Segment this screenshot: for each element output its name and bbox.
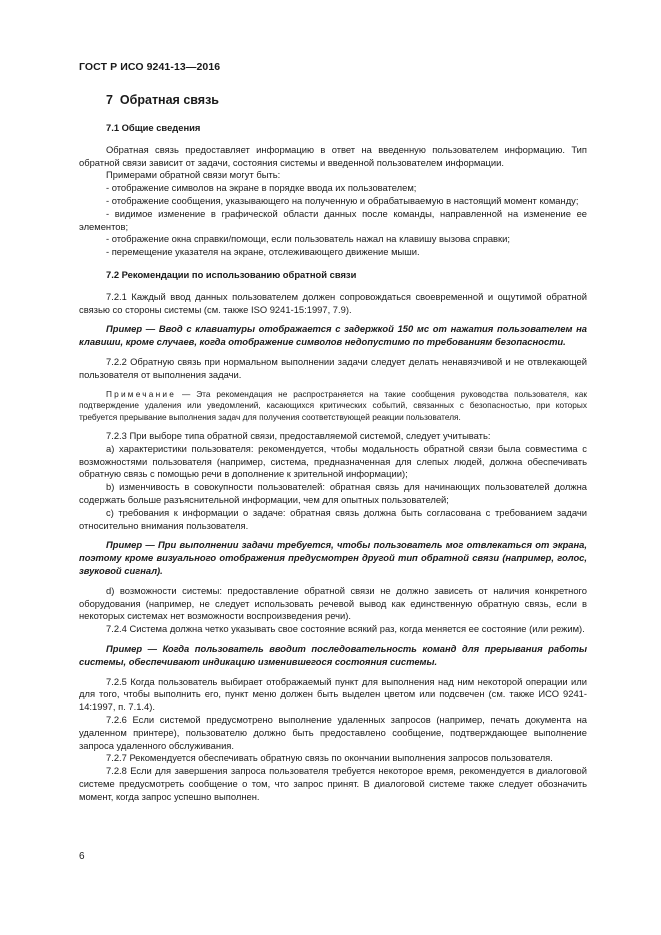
- clause-7-2-3-c: c) требования к информации о задаче: обратная связь должна быть согласована с требованием задачи относительно внимания пользователя.: [79, 506, 587, 531]
- page-content: [79, 92, 587, 804]
- paragraph-7-1-examples-intro: Примерами обратной связи могут быть:: [106, 169, 281, 181]
- section-number: 7: [106, 93, 113, 107]
- list-item: - отображение символов на экране в порядке ввода их пользователем;: [106, 182, 417, 194]
- clause-7-2-8: 7.2.8 Если для завершения запроса пользователя требуется некоторое время, рекомендуется в диалоговой системе предусмотреть сообщение о том, что запрос принят. В диалоговой системе также следует обозначить момент, когда запрос успешно выполнен.: [79, 765, 587, 802]
- subsection-7-1-title: 7.1 Общие сведения: [106, 122, 201, 133]
- paragraph-7-1-intro: Обратная связь предоставляет информацию в ответ на введенную пользователем информацию. Тип обратной связи зависит от задачи, состояния системы и введенной пользователем информации.: [79, 143, 587, 168]
- list-item: - перемещение указателя на экране, отслеживающего движение мыши.: [106, 246, 420, 258]
- clause-7-2-7: 7.2.7 Рекомендуется обеспечивать обратную связь по окончании выполнения запросов пользователя.: [106, 752, 553, 764]
- clause-7-2-1: 7.2.1 Каждый ввод данных пользователем должен сопровождаться своевременной и ощутимой обратной связью со стороны системы (см. также ISO 9241-15:1997, 7.9).: [79, 290, 587, 315]
- example-state: Пример — Когда пользователь вводит последовательность команд для прерывания работы системы, обеспечивают индикацию изменившегося состояния системы.: [79, 643, 587, 667]
- note-7-2-2: [79, 389, 587, 424]
- clause-7-2-3-b: b) изменчивость в совокупности пользователей: обратная связь для начинающих пользователей должна содержать больше разъяснительной информации, чем для опытных пользователей;: [79, 481, 587, 506]
- clause-7-2-2: 7.2.2 Обратную связь при нормальном выполнении задачи следует делать ненавязчивой и не отвлекающей пользователя от выполнения задачи.: [79, 355, 587, 380]
- section-title-text: Обратная связь: [119, 93, 219, 107]
- subsection-7-2-title: 7.2 Рекомендации по использованию обратной связи: [106, 268, 357, 280]
- standard-header: ГОСТ Р ИСО 9241-13—2016: [79, 61, 221, 73]
- section-title: [79, 92, 587, 108]
- example-attention: Пример — При выполнении задачи требуется, чтобы пользователь мог отвлекаться от экрана, поэтому кроме визуального отображения предусмотрен другой тип обратной связи (например, голос, звуковой сигнал).: [79, 539, 587, 577]
- clause-7-2-5: 7.2.5 Когда пользователь выбирает отображаемый пункт для выполнения над ним некоторой операции или для того, чтобы выполнить его, пункт меню должен быть выделен цветом или подсвечен (см. также ИСО 9241-14:1997, п. 7.1.4).: [79, 675, 587, 713]
- clause-7-2-3-d: d) возможности системы: предоставление обратной связи не должно зависеть от наличия конкретного оборудования (например, не следует использовать речевой вывод как единственную обратную связь, если в некоторых системах нет возможности воспроизведения речи).: [79, 584, 587, 622]
- example-keyboard: Пример — Ввод с клавиатуры отображается с задержкой 150 мс от нажатия пользователем на клавиши, кроме случаев, когда отображение символов недопустимо по требованиям безопасности.: [79, 323, 587, 348]
- clause-7-2-4: 7.2.4 Система должна четко указывать свое состояние всякий раз, когда меняется ее состояние (или режим).: [106, 623, 585, 635]
- list-item: - отображение окна справки/помощи, если пользователь нажал на клавишу вызова справки;: [106, 233, 510, 245]
- clause-7-2-3: 7.2.3 При выборе типа обратной связи, предоставляемой системой, следует учитывать:: [106, 430, 491, 442]
- clause-7-2-6: 7.2.6 Если системой предусмотрено выполнение удаленных запросов (например, печать документа на удаленном принтере), пользователю должно быть предоставлено сообщение, подтверждающее выполнение запроса удаленного обслуживания.: [79, 713, 587, 751]
- clause-7-2-3-a: а) характеристики пользователя: рекомендуется, чтобы модальность обратной связи была совместима с возможностями пользователя (например, система, предназначенная для слепых людей, должна обеспечивать обратную связь с помощью речи в дополнение к зрительной информации);: [79, 442, 587, 480]
- note-text: — Эта рекомендация не распространяется на такие сообщения руководства пользователя, как подтверждение удаления или уведомлений, касающихся критических событий, связанных с безопасностью, при которых требуется прерывание выполнения задач для получения соответствующей реакции пользователя.: [79, 388, 587, 422]
- page-number: 6: [79, 851, 85, 862]
- list-item: - видимое изменение в графической области данных после команды, направленной на изменение ее элементов;: [79, 207, 587, 232]
- note-label: Примечание: [106, 388, 177, 399]
- list-item: - отображение сообщения, указывающего на полученную и обрабатываемую в настоящий момент команду;: [106, 194, 579, 206]
